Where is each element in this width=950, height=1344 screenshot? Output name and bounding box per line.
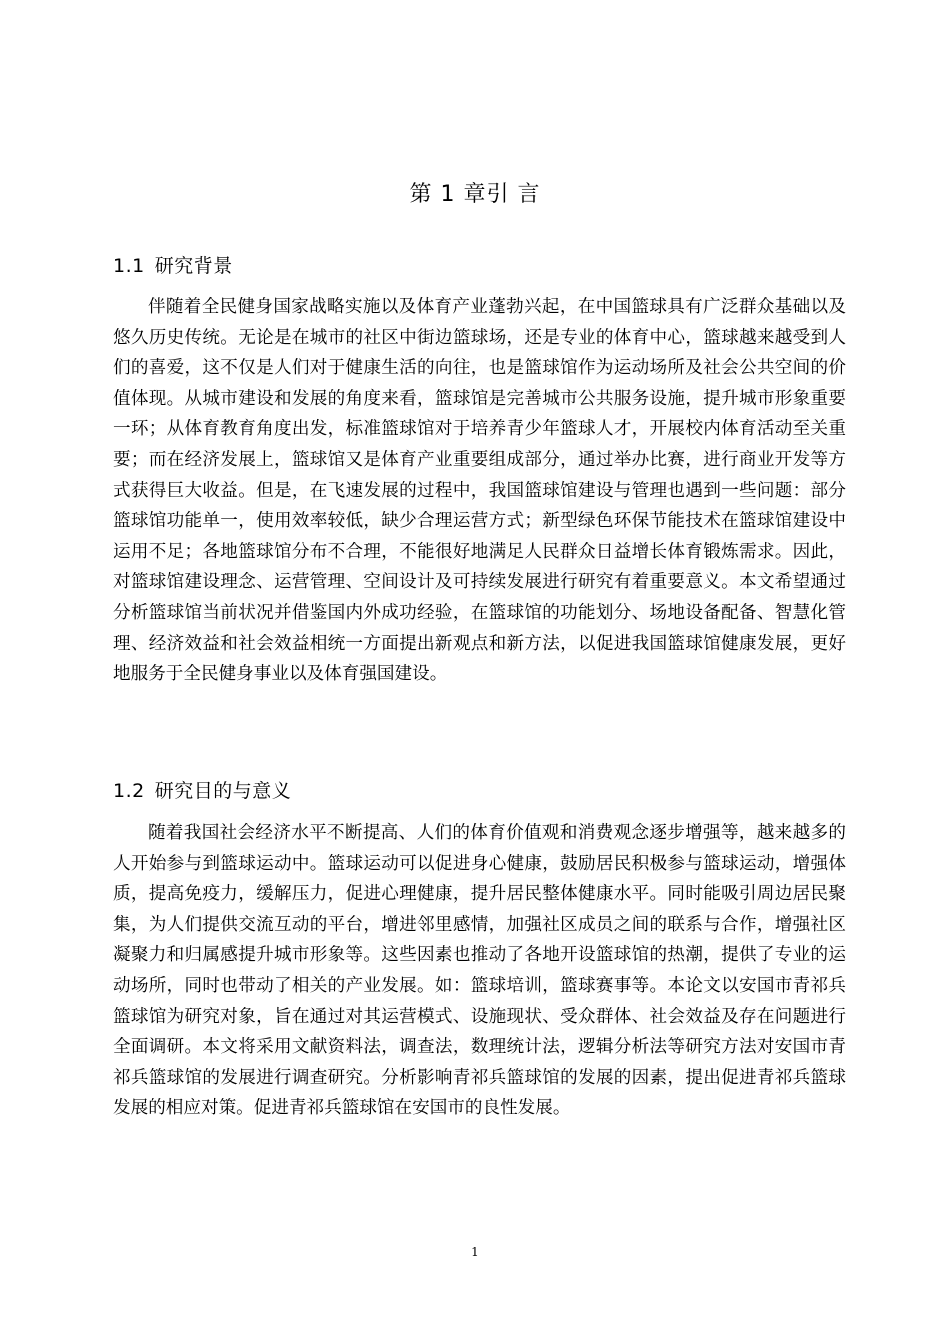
- page-number: 1: [471, 1245, 479, 1259]
- section-number: 1.2: [113, 780, 145, 802]
- section-title: 研究背景: [154, 255, 233, 277]
- section-title: 研究目的与意义: [154, 780, 292, 802]
- paragraph-purpose: 随着我国社会经济水平不断提高、人们的体育价值观和消费观念逐步增强等，越来越多的人开始参与到篮球运动中。篮球运动可以促进身心健康，鼓励居民积极参与篮球运动，增强体质，提高免疫力，缓解压力，促进心理健康，提升居民整体健康水平。同时能吸引周边居民聚集，为人们提供交流互动的平台，增进邻里感情，加强社区成员之间的联系与合作，增强社区凝聚力和归属感提升城市形象等。这些因素也推动了各地开设篮球馆的热潮，提供了专业的运动场所，同时也带动了相关的产业发展。如：篮球培训，篮球赛事等。本论文以安国市青祁兵篮球馆为研究对象，旨在通过对其运营模式、设施现状、受众群体、社会效益及存在问题进行全面调研。本文将采用文献资料法，调查法，数理统计法，逻辑分析法等研究方法对安国市青祁兵篮球馆的发展进行调查研究。分析影响青祁兵篮球馆的发展的因素，提出促进青祁兵篮球发展的相应对策。促进青祁兵篮球馆在安国市的良性发展。: [113, 823, 846, 1119]
- section-number: 1.1: [113, 255, 145, 277]
- chapter-title: 第 1 章引 言: [409, 182, 541, 207]
- paragraph-background: 伴随着全民健身国家战略实施以及体育产业蓬勃兴起，在中国篮球具有广泛群众基础以及悠久历史传统。无论是在城市的社区中街边篮球场，还是专业的体育中心，篮球越来越受到人们的喜爱，这不仅是人们对于健康生活的向往，也是篮球馆作为运动场所及社会公共空间的价值体现。从城市建设和发展的角度来看，篮球馆是完善城市公共服务设施，提升城市形象重要一环；从体育教育角度出发，标准篮球馆对于培养青少年篮球人才，开展校内体育活动至关重要；而在经济发展上，篮球馆又是体育产业重要组成部分，通过举办比赛，进行商业开发等方式获得巨大收益。但是，在飞速发展的过程中，我国篮球馆建设与管理也遇到一些问题：部分篮球馆功能单一，使用效率较低，缺少合理运营方式；新型绿色环保节能技术在篮球馆建设中运用不足；各地篮球馆分布不合理，不能很好地满足人民群众日益增长体育锻炼需求。因此，对篮球馆建设理念、运营管理、空间设计及可持续发展进行研究有着重要意义。本文希望通过分析篮球馆当前状况并借鉴国内外成功经验，在篮球馆的功能划分、场地设备配备、智慧化管理、经济效益和社会效益相统一方面提出新观点和新方法，以促进我国篮球馆健康发展，更好地服务于全民健身事业以及体育强国建设。: [113, 297, 846, 685]
- section-heading-1-2: [113, 777, 291, 805]
- section-heading-1-1: [113, 252, 233, 280]
